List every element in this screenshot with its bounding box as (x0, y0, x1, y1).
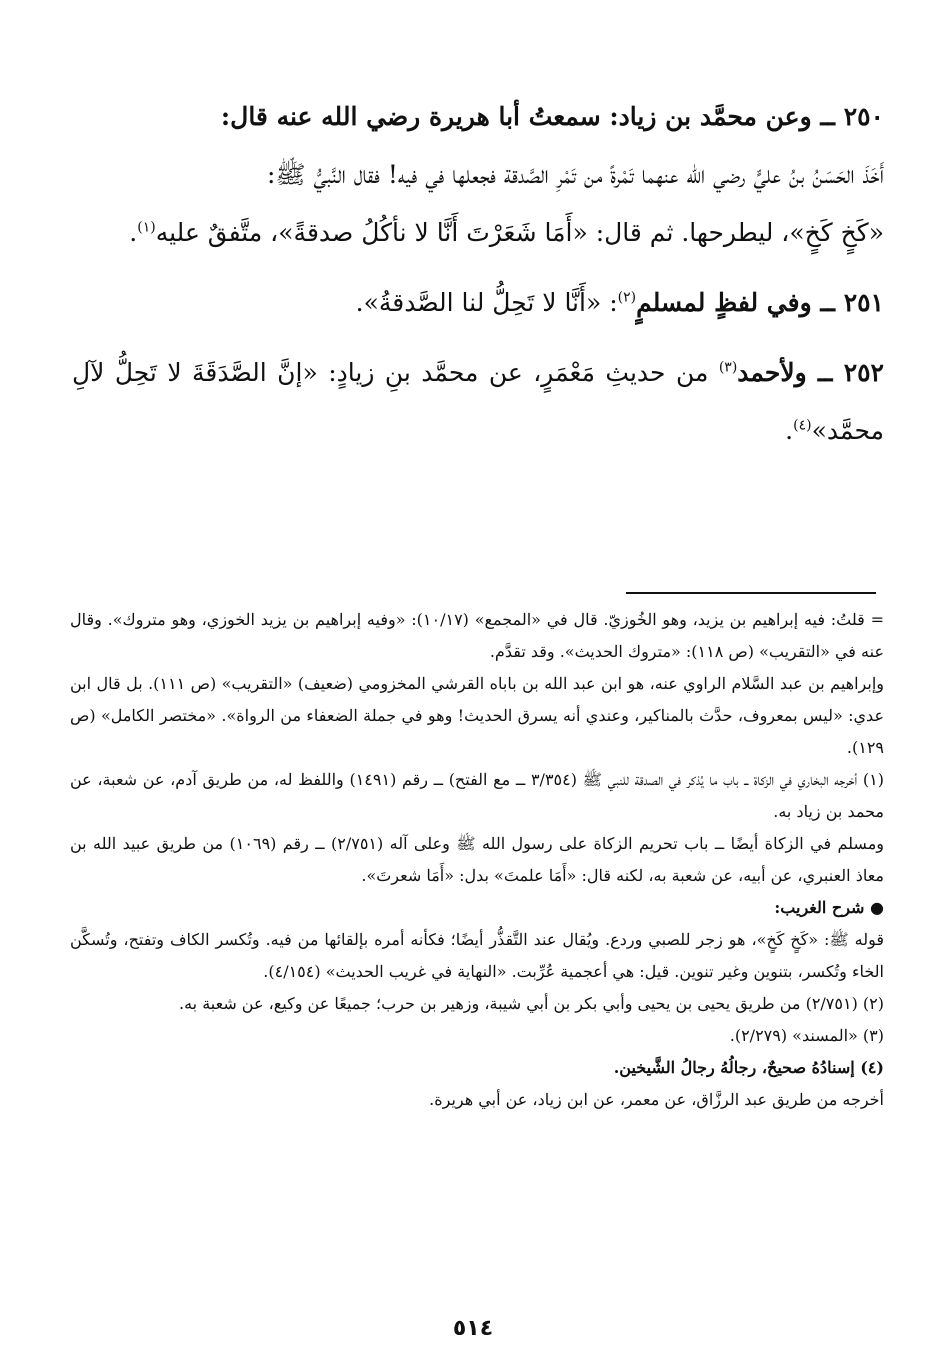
footnote-2: (٢) (٢/٧٥١) من طريق يحيى بن يحيى وأبي بكر بن أبي شيبة، وزهير بن حرب؛ جميعًا عن وكيع، عن شعبة به. (178, 994, 884, 1013)
hadith-250: ٢٥٠ ــ وعن محمَّد بن زياد: سمعتُ أبا هريرة رضي الله عنه قال: أَخَذَ الحَسَنُ بنُ عليٍّ رضي الله عنهما تَمْرةً من تَمْرِ الصَّدقة فجعلها في فيه! فقال النَّبيُّ ﷺ: «كَخٍ كَخٍ»، ليطرحها. ثم قال: «أَمَا شَعَرْتَ أَنَّا لا نأكُلُ صدقةً»، متَّفقٌ عليه$^{(١)}$. (129, 102, 884, 247)
footnote-narrator-note: وإبراهيم بن عبد السَّلام الراوي عنه، هو ابن عبد الله بن باباه القرشي المخزومي (ضعيف) «التقريب» (ص ١١١). بل قال ابن عدي: «ليس بمعروف، حدَّث بالمناكير، وعندي أنه يسرق الحديث! وهو في جملة الضعفاء من الرواة». «مختصر الكامل» (ص ١٢٩). (70, 674, 884, 757)
footnote-ref-4: (٤) (793, 417, 812, 434)
hadith-251 (72, 274, 884, 332)
gharib-explanation: قوله ﷺ: «كَخٍ كَخٍ»، هو زجر للصبي وردع. ويُقال عند التَّقذُّر أيضًا؛ فكأنه أمره بإلقائها من فيه. وتُكسر الكاف وتفتح، وتُسكَّن الخاء وتُكسر، بتنوين وغير تنوين. قيل: هي أعجمية عُرِّبت. «النهاية في غريب الحديث» (٤/١٥٤). (70, 930, 884, 981)
footnote-separator (626, 592, 876, 594)
footnote-1-muslim: ومسلم في الزكاة أيضًا ــ باب تحريم الزكاة على رسول الله ﷺ وعلى آله (٢/٧٥١) ــ رقم (١٠٦٩) من طريق عبيد الله بن معاذ العنبري، عن أبيه، عن شعبة به، لكنه قال: «أَمَا علمتَ» بدل: «أَمَا شعرتَ». (70, 834, 885, 885)
hadith-252-text: من حديثِ مَعْمَرٍ، عن محمَّد بنِ زيادٍ: «إنَّ الصَّدَقَةَ لا تَحِلُّ لآلِ محمَّد» (72, 358, 884, 445)
footnote-4: (٤) إسنادُهُ صحيحٌ، رجالُهُ رجالُ الشَّيخين. (613, 1058, 884, 1077)
hadith-250-intro: ٢٥٠ ــ وعن محمَّد بن زياد: سمعتُ أبا هريرة رضي الله عنه قال: (220, 102, 884, 131)
hadith-252-intro: ٢٥٢ ــ ولأحمد (737, 358, 884, 387)
footnote-3: (٣) «المسند» (٢/٢٧٩). (729, 1026, 884, 1045)
hadith-body (72, 88, 884, 472)
hadith-251-quote: : «أَنَّا لا تَحِلُّ لنا الصَّدقةُ». (355, 288, 618, 317)
hadith-251-intro: ٢٥١ ــ وفي لفظٍ لمسلمٍ (636, 288, 884, 317)
footnote-ref-3: (٣) (718, 359, 738, 376)
footnotes (70, 604, 884, 1116)
gharib-heading: ● شرح الغريب: (774, 898, 884, 917)
footnote-continued: = قلتُ: فيه إبراهيم بن يزيد، وهو الخُوزيّ. قال في «المجمع» (١٠/١٧): «وفيه إبراهيم بن يزيد الخوزي، وهو متروك». وقال عنه في «التقريب» (ص ١١٨): «متروك الحديث». وقد تقدَّم. (70, 610, 885, 661)
footnote-ref-1: (١) (137, 219, 156, 236)
footnote-ref-2: (٢) (617, 289, 637, 306)
footnote-4-source: أخرجه من طريق عبد الرزَّاق، عن معمر، عن ابن زياد، عن أبي هريرة. (429, 1090, 884, 1109)
hadith-250-text: أَخَذَ الحَسَنُ بنُ عليٍّ رضي الله عنهما تَمْرةً من تَمْرِ الصَّدقة فجعلها في فيه! فقال النَّبيُّ ﷺ: (266, 160, 884, 189)
footnote-1: (١) أخرجه البخاري في الزكاة ــ باب ما يُذكر في الصدقة للنبي ﷺ (٣/٣٥٤ ــ مع الفتح) ــ رقم (١٤٩١) واللفظ له، من طريق آدم، عن شعبة، عن محمد بن زياد به. (70, 770, 884, 821)
hadith-250-quote: «كَخٍ كَخٍ»، ليطرحها. ثم قال: «أَمَا شَعَرْتَ أَنَّا لا نأكُلُ صدقةً»، متَّفقٌ عليه (155, 218, 884, 247)
hadith-252: ٢٥٢ ــ ولأحمد$^{(٣)}$ من حديثِ مَعْمَرٍ، عن محمَّد بنِ زيادٍ: «إنَّ الصَّدَقَةَ لا تَحِلُّ لآلِ محمَّد»$^{(٤)}$. (72, 358, 884, 445)
page-number: ٥١٤ (452, 1316, 494, 1341)
